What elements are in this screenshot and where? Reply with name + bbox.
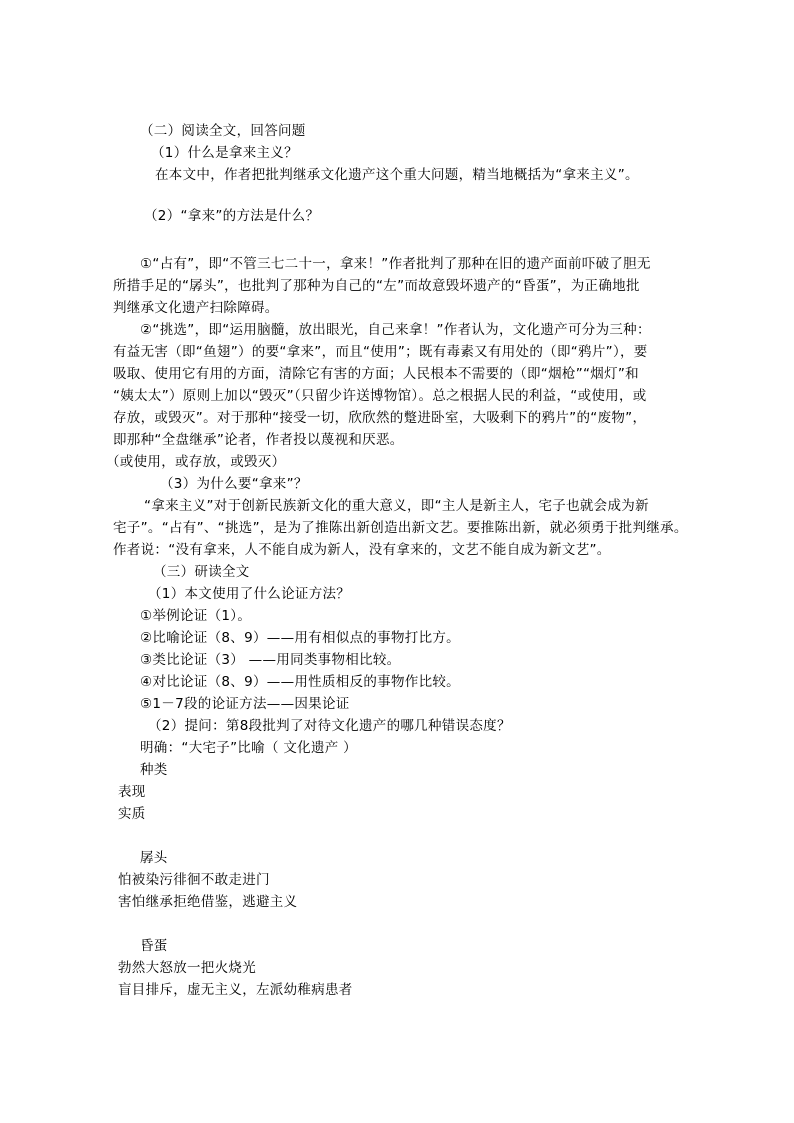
section-three-heading: （三）研读全文 — [153, 564, 250, 580]
paragraph-1-line: 所措手足的“孱头”，也批判了那种为自己的“左”而故意毁坏遗产的“昏蛋”，为正确地批 — [113, 278, 640, 294]
paragraph-2-line: 吸取、使用它有用的方面，清除它有害的方面；人民根本不需要的（即“烟枪”“烟灯”和 — [113, 366, 639, 382]
question-1: （1）什么是拿来主义？ — [151, 145, 298, 161]
question-3: （3）为什么要“拿来”？ — [160, 476, 308, 492]
paragraph-3-line: “拿来主义”对于创新民族新文化的重大意义，即“主人是新主人，宅子也就会成为新 — [144, 498, 649, 514]
paragraph-3-line: 作者说：“没有拿来，人不能自成为新人，没有拿来的，文艺不能自成为新文艺”。 — [113, 542, 611, 558]
paragraph-2-line: （或使用，或存放，或毁灭） — [106, 454, 286, 470]
paragraph-1-line: ①“占有”，即“不管三七二十一，拿来！”作者批判了那种在旧的遗产面前吓破了胆无 — [140, 256, 651, 272]
type-chantou-essence: 害怕继承拒绝借鉴，逃避主义 — [118, 894, 298, 910]
question-2: （2）“拿来”的方法是什么？ — [144, 208, 320, 224]
section-two-heading: （二）阅读全文，回答问题 — [140, 123, 306, 139]
paragraph-1-line: 判继承文化遗产扫除障碍。 — [113, 300, 279, 316]
research-question-2-answer: 明确：“大宅子”比喻（ 文化遗产 ） — [140, 740, 357, 756]
table-label-show: 表现 — [118, 784, 146, 800]
method-item: ③类比论证（3） ——用同类事物相比较。 — [140, 652, 401, 668]
method-item: ②比喻论证（8、9）——用有相似点的事物打比方。 — [140, 630, 460, 646]
paragraph-2-line: ②“挑选”，即“运用脑髓，放出眼光，自己来拿！”作者认为，文化遗产可分为三种： — [140, 322, 651, 338]
paragraph-2-line: 即那种“全盘继承”论者，作者投以蔑视和厌恶。 — [113, 432, 404, 448]
paragraph-2-line: 有益无害（即“鱼翅”）的要“拿来”，而且“使用”；既有毒素又有用处的（即“鸦片”），要 — [113, 344, 648, 360]
type-hundan: 昏蛋 — [140, 938, 168, 954]
table-label-essence: 实质 — [118, 806, 146, 822]
research-question-1: （1）本文使用了什么论证方法？ — [148, 586, 351, 602]
research-question-2: （2）提问：第8段批判了对待文化遗产的哪几种错误态度？ — [148, 718, 511, 734]
paragraph-2-line: 存放，或毁灭”。对于那种“接受一切，欣欣然的蹩进卧室，大吸剩下的鸦片”的“废物”， — [113, 410, 647, 426]
type-hundan-essence: 盲目排斥，虚无主义，左派幼稚病患者 — [118, 982, 353, 998]
method-item: ⑤1－7段的论证方法——因果论证 — [140, 696, 350, 712]
method-item: ④对比论证（8、9）——用性质相反的事物作比较。 — [140, 674, 460, 690]
paragraph-3-line: 宅子”。“占有”、“挑选”，是为了推陈出新创造出新文艺。要推陈出新，就必须勇于批判继承。 — [113, 520, 688, 536]
type-chantou: 孱头 — [140, 850, 168, 866]
question-1-answer: 在本文中，作者把批判继承文化遗产这个重大问题，精当地概括为“拿来主义”。 — [155, 167, 639, 183]
paragraph-2-line: “姨太太”）原则上加以“毁灭”（只留少许送博物馆）。总之根据人民的利益，“或使用，或 — [113, 388, 647, 404]
table-label-kind: 种类 — [140, 762, 168, 778]
type-chantou-show: 怕被染污徘徊不敢走进门 — [118, 872, 270, 888]
type-hundan-show: 勃然大怒放一把火烧光 — [118, 960, 256, 976]
method-item: ①举例论证（1）。 — [140, 608, 252, 624]
